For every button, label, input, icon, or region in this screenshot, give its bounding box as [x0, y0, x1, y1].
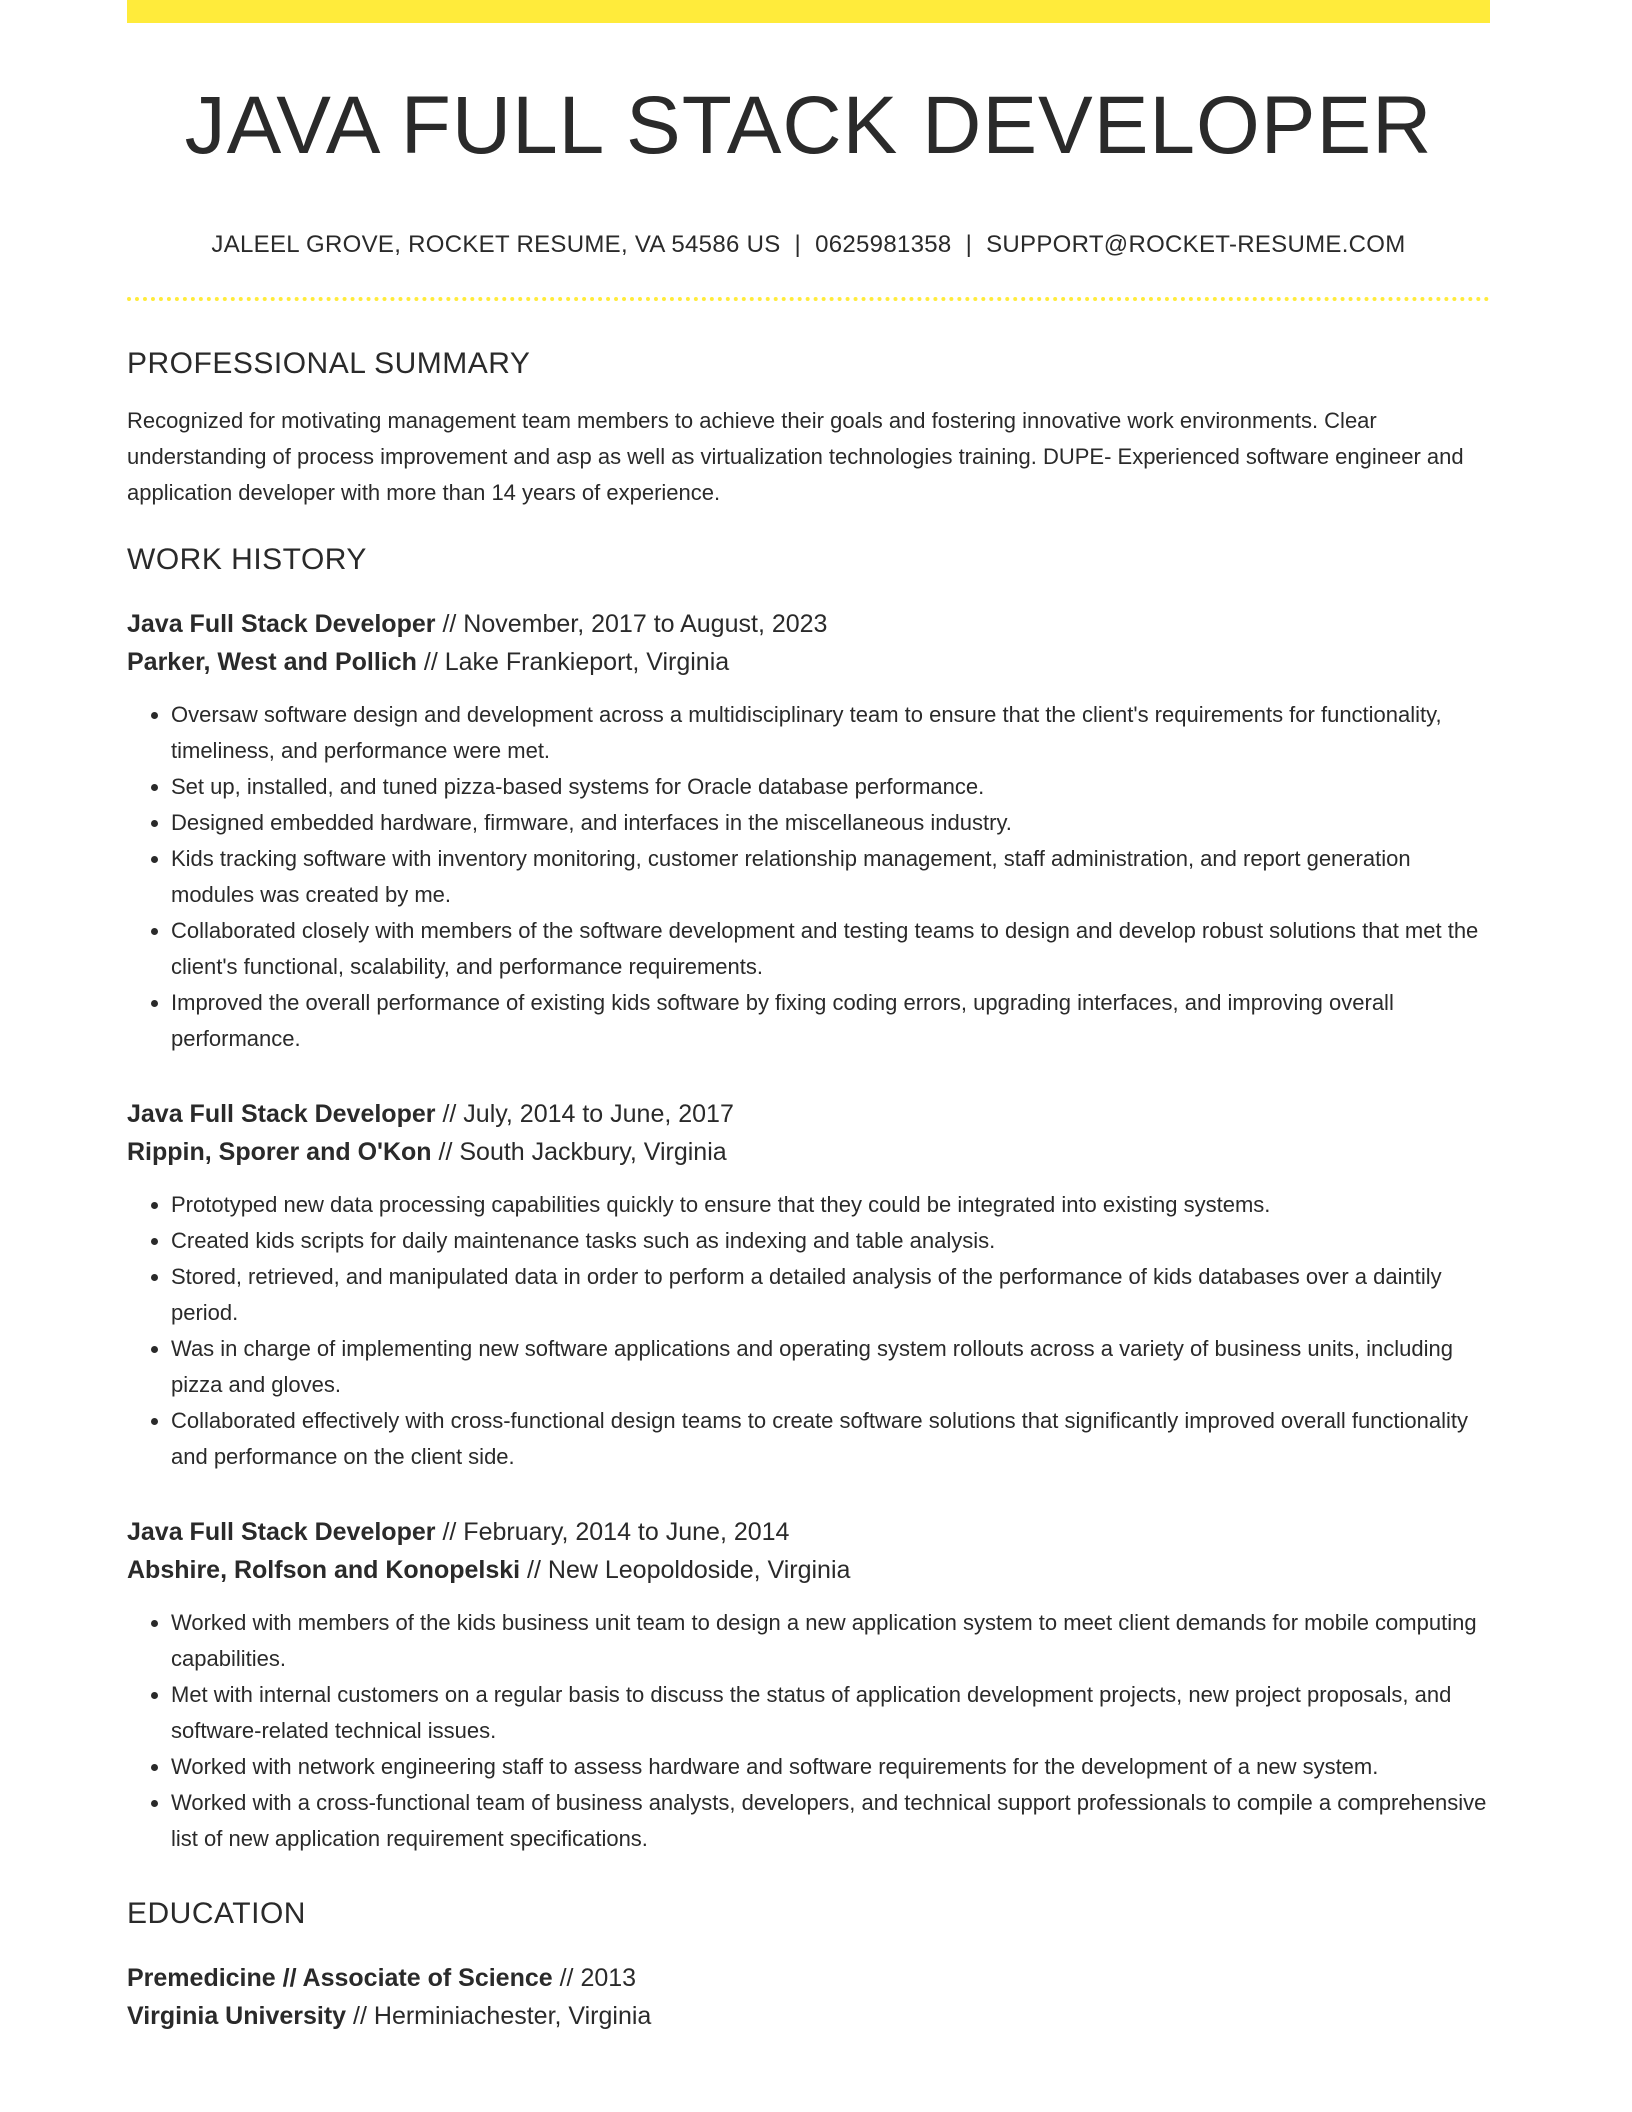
- education-degree-line: [127, 1959, 1490, 1997]
- job-entry: [127, 605, 1490, 1057]
- job-bullets: [127, 1605, 1490, 1857]
- job-bullet: • Oversaw software design and development across a multidisciplinary team to ensure that the client's requirements for functionality, timeliness, and performance were met.: [171, 697, 1490, 769]
- contact-phone: 0625981358: [815, 231, 952, 259]
- job-bullets: [127, 697, 1490, 1057]
- job-company: Abshire, Rolfson and Konopelski: [127, 1556, 521, 1585]
- education-school: Virginia University: [127, 2002, 347, 2031]
- accent-top-bar: [127, 0, 1490, 23]
- separator: //: [353, 2002, 367, 2031]
- job-bullet: • Collaborated effectively with cross-functional design teams to create software solutions that significantly improved overall functionality and performance on the client side.: [171, 1403, 1490, 1475]
- education-degree: Premedicine // Associate of Science: [127, 1964, 553, 1993]
- job-dates: November, 2017 to August, 2023: [463, 610, 828, 639]
- separator: //: [423, 648, 438, 677]
- job-title-line: [127, 1095, 1490, 1133]
- job-bullet: • Stored, retrieved, and manipulated data in order to perform a detailed analysis of the performance of kids databases over a daintily period.: [171, 1259, 1490, 1331]
- job-company-line: [127, 643, 1490, 681]
- job-dates: July, 2014 to June, 2017: [463, 1100, 734, 1129]
- job-bullet: • Met with internal customers on a regular basis to discuss the status of application development projects, new project proposals, and software-related technical issues.: [171, 1677, 1490, 1749]
- job-bullet: • Worked with members of the kids business unit team to design a new application system to meet client demands for mobile computing capabilities.: [171, 1605, 1490, 1677]
- job-title-line: [127, 605, 1490, 643]
- education-entry: [127, 1959, 1490, 2035]
- separator: //: [442, 610, 457, 639]
- separator: //: [442, 1100, 457, 1129]
- job-company-line: [127, 1551, 1490, 1589]
- job-bullet: • Worked with network engineering staff to assess hardware and software requirements for the development of a new system.: [171, 1749, 1490, 1785]
- separator: //: [527, 1556, 541, 1585]
- contact-address: JALEEL GROVE, ROCKET RESUME, VA 54586 US: [211, 231, 781, 259]
- job-bullet: • Improved the overall performance of existing kids software by fixing coding errors, upgrading interfaces, and improving overall performance.: [171, 985, 1490, 1057]
- job-entry: [127, 1513, 1490, 1857]
- contact-email: SUPPORT@ROCKET-RESUME.COM: [986, 231, 1406, 259]
- job-dates: February, 2014 to June, 2014: [463, 1518, 790, 1547]
- job-bullet: • Designed embedded hardware, firmware, and interfaces in the miscellaneous industry.: [171, 805, 1490, 841]
- job-title-line: [127, 1513, 1490, 1551]
- education-year: 2013: [580, 1964, 637, 1993]
- education-heading: EDUCATION: [127, 1897, 306, 1931]
- job-company: Parker, West and Pollich: [127, 648, 417, 677]
- job-title: Java Full Stack Developer: [127, 1518, 436, 1547]
- contact-separator: |: [794, 231, 802, 259]
- job-company-line: [127, 1133, 1490, 1171]
- separator: //: [559, 1964, 574, 1993]
- job-location: New Leopoldoside, Virginia: [547, 1556, 851, 1585]
- job-bullet: • Set up, installed, and tuned pizza-based systems for Oracle database performance.: [171, 769, 1490, 805]
- job-bullet: • Kids tracking software with inventory monitoring, customer relationship management, staff administration, and report generation modules was created by me.: [171, 841, 1490, 913]
- education-location: Herminiachester, Virginia: [373, 2002, 652, 2031]
- separator: //: [438, 1138, 453, 1167]
- job-location: Lake Frankieport, Virginia: [444, 648, 730, 677]
- resume-page: [127, 0, 1490, 2035]
- job-bullet: • Worked with a cross-functional team of business analysts, developers, and technical support professionals to compile a comprehensive list of new application requirement specifications.: [171, 1785, 1490, 1857]
- summary-text: Recognized for motivating management team members to achieve their goals and fostering innovative work environments. Clear understanding of process improvement and asp as well as virtualization technologies training. DUPE- Experienced software engineer and application developer with more than 14 years of experience.: [127, 408, 1464, 506]
- job-bullet: • Prototyped new data processing capabilities quickly to ensure that they could be integrated into existing systems.: [171, 1187, 1490, 1223]
- job-bullet: • Collaborated closely with members of the software development and testing teams to design and develop robust solutions that met the client's functional, scalability, and performance requirements.: [171, 913, 1490, 985]
- resume-title: JAVA FULL STACK DEVELOPER: [184, 80, 1433, 171]
- job-title: Java Full Stack Developer: [127, 1100, 436, 1129]
- dotted-divider: [127, 297, 1490, 301]
- work-history-heading: WORK HISTORY: [127, 543, 367, 577]
- contact-line: [127, 231, 1490, 259]
- job-title: Java Full Stack Developer: [127, 610, 436, 639]
- job-location: South Jackbury, Virginia: [459, 1138, 727, 1167]
- job-entry: [127, 1095, 1490, 1475]
- job-bullet: • Created kids scripts for daily maintenance tasks such as indexing and table analysis.: [171, 1223, 1490, 1259]
- job-company: Rippin, Sporer and O'Kon: [127, 1138, 432, 1167]
- job-bullets: [127, 1187, 1490, 1475]
- summary-heading: PROFESSIONAL SUMMARY: [127, 347, 531, 381]
- job-bullet: • Was in charge of implementing new software applications and operating system rollouts across a variety of business units, including pizza and gloves.: [171, 1331, 1490, 1403]
- education-school-line: [127, 1997, 1490, 2035]
- work-history-list: [127, 605, 1490, 1857]
- contact-separator: |: [965, 231, 973, 259]
- separator: //: [442, 1518, 457, 1547]
